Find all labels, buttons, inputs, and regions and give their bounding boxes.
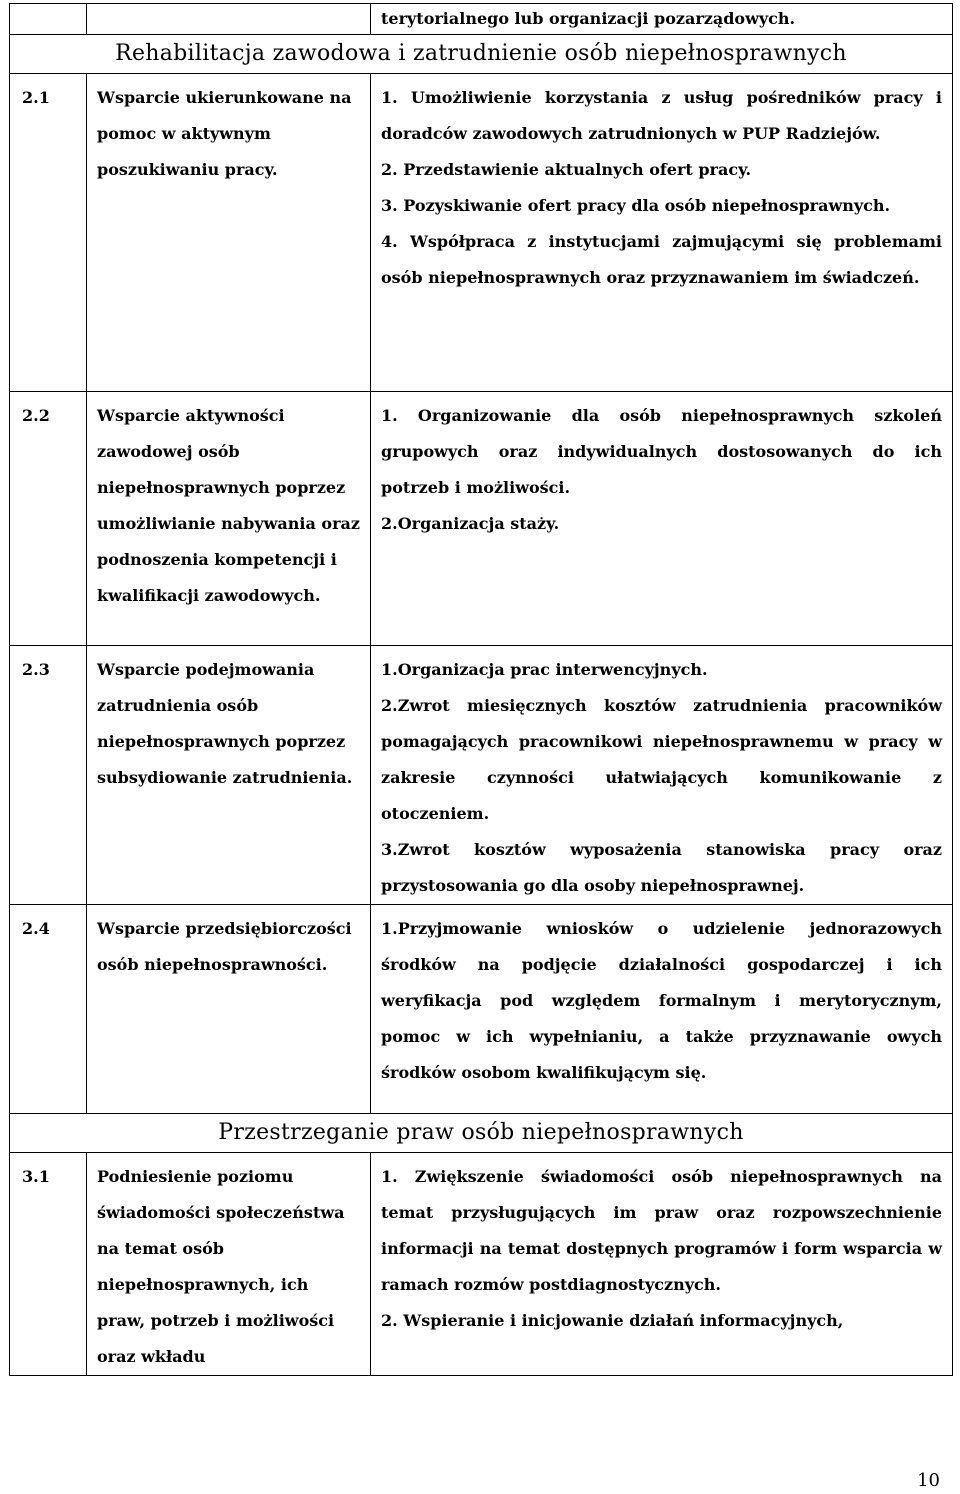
action-item: 1.Przyjmowanie wniosków o udzielenie jednorazowych środków na podjęcie działalności gospodarczej i ich weryfikacja pod względem formalnym i merytorycznym, pomoc w ich wypełnianiu, a także przyznawanie owych środków osobom kwalifikującym się. (381, 919, 942, 1082)
table-row (10, 74, 953, 392)
action-item: 2.Organizacja staży. (381, 514, 560, 533)
action-item: 2. Wspieranie i inicjowanie działań informacyjnych, (381, 1311, 844, 1330)
page-number: 10 (917, 1470, 940, 1491)
continuation-text: terytorialnego lub organizacji pozarządowych. (371, 4, 953, 35)
row-actions (371, 74, 953, 392)
row-number: 2.4 (10, 905, 87, 1114)
action-item: 1.Organizacja prac interwencyjnych. (381, 660, 708, 679)
row-actions (371, 392, 953, 646)
row-title: Wsparcie ukierunkowane na pomoc w aktywnym poszukiwaniu pracy. (87, 74, 371, 392)
section-heading: Przestrzeganie praw osób niepełnosprawnych (10, 1114, 953, 1153)
row-number: 3.1 (10, 1153, 87, 1376)
action-item: 2. Przedstawienie aktualnych ofert pracy. (381, 160, 752, 179)
section-heading-row (10, 35, 953, 74)
row-actions (371, 905, 953, 1114)
row-actions (371, 1153, 953, 1376)
table-row (10, 905, 953, 1114)
row-number: 2.1 (10, 74, 87, 392)
action-item: 4. Współpraca z instytucjami zajmującymi się problemami osób niepełnosprawnych oraz przyznawaniem im świadczeń. (381, 232, 942, 287)
row-actions (371, 646, 953, 905)
action-item: 1. Zwiększenie świadomości osób niepełnosprawnych na temat przysługujących im praw oraz rozpowszechnienie informacji na temat dostępnych programów i form wsparcia w ramach rozmów postdiagnostycznych. (381, 1167, 942, 1294)
section-heading-row (10, 1114, 953, 1153)
action-item: 1. Umożliwienie korzystania z usług pośredników pracy i doradców zawodowych zatrudnionych w PUP Radziejów. (381, 88, 942, 143)
table-row (10, 1153, 953, 1376)
top-continuation-row (10, 4, 953, 35)
table-row (10, 646, 953, 905)
row-number: 2.2 (10, 392, 87, 646)
action-item: 2.Zwrot miesięcznych kosztów zatrudnienia pracowników pomagających pracownikowi niepełnosprawnemu w pracy w zakresie czynności ułatwiających komunikowanie z otoczeniem. (381, 696, 942, 823)
empty-cell (10, 4, 87, 35)
row-title: Wsparcie aktywności zawodowej osób niepełnosprawnych poprzez umożliwianie nabywania oraz podnoszenia kompetencji i kwalifikacji zawodowych. (87, 392, 371, 646)
table-row (10, 392, 953, 646)
empty-cell (87, 4, 371, 35)
document-table (9, 3, 953, 1376)
row-title: Podniesienie poziomu świadomości społeczeństwa na temat osób niepełnosprawnych, ich praw, potrzeb i możliwości oraz wkładu (87, 1153, 371, 1376)
action-item: 3. Pozyskiwanie ofert pracy dla osób niepełnosprawnych. (381, 196, 891, 215)
row-title: Wsparcie przedsiębiorczości osób niepełnosprawności. (87, 905, 371, 1114)
row-title: Wsparcie podejmowania zatrudnienia osób niepełnosprawnych poprzez subsydiowanie zatrudnienia. (87, 646, 371, 905)
action-item: 1. Organizowanie dla osób niepełnosprawnych szkoleń grupowych oraz indywidualnych dostosowanych do ich potrzeb i możliwości. (381, 406, 942, 497)
row-number: 2.3 (10, 646, 87, 905)
action-item: 3.Zwrot kosztów wyposażenia stanowiska pracy oraz przystosowania go dla osoby niepełnosprawnej. (381, 840, 942, 895)
section-heading: Rehabilitacja zawodowa i zatrudnienie osób niepełnosprawnych (10, 35, 953, 74)
